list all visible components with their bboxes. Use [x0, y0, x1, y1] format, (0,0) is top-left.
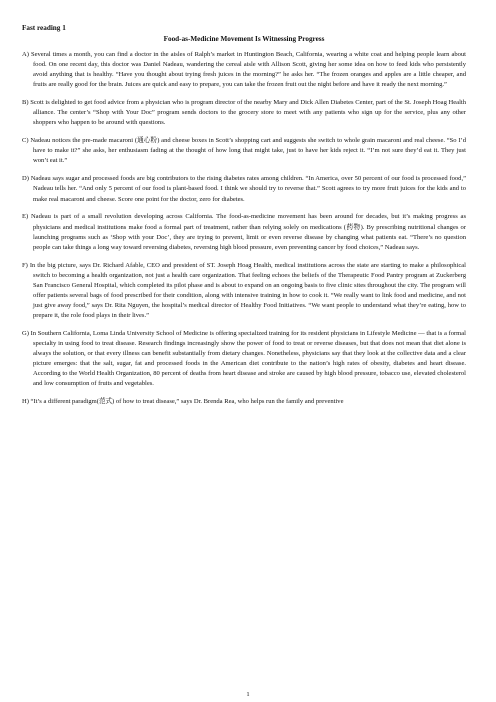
paragraph-a: A) Several times a month, you can find a doctor in the aisles of Ralph’s market in Huntington Beach, California, wearing a white coat and helping people learn about food. On one recent day, this doctor was Daniel Nadeau, wandering the cereal aisle with Allison Scott, giving her some idea on how to feed kids who persistently avoid anything that is healthy. “Have you thought about trying fresh juices in the morning?” he asks her. “The frozen oranges and apples are a little cheaper, and fruits are really good for the brain. Juices are quick and easy to prepare, you can take the frozen fruit out the night before and have it ready the next morning.”	[22, 51, 466, 89]
paragraph-e: E) Nadeau is part of a small revolution developing across California. The food-as-medicine movement has been around for decades, but it’s making progress as physicians and medical institutions make food a formal part of treatment, rather than relying solely on medications (药物). By prescribing nutritional changes or launching programs such as ‘Shop with your Doc’, they are trying to prevent, limit or even reverse disease by changing what patients eat. “There’s no question people can take things a long way toward reversing diabetes, reversing high blood pressure, even preventing cancer by food choices,” Nadeau says.	[22, 213, 466, 251]
section-label: Fast reading 1	[22, 24, 66, 32]
paragraph-d: D) Nadeau says sugar and processed foods are big contributors to the rising diabetes rates among children. “In America, over 50 percent of our food is processed food,” Nadeau tells her. “And only 5 percent of our food is plant-based food. I think we should try to reverse that.” Scott agrees to try more fruit juices for the kids and to make real macaroni and cheese. Score one point for the doctor, zero for diabetes.	[22, 175, 466, 203]
paragraph-c: C) Nadeau notices the pre-made macaroni (通心粉) and cheese boxes in Scott’s shopping cart and suggests she switch to whole grain macaroni and real cheese. “So I’d have to make it?” she asks, her enthusiasm fading at the thought of how long that might take, just to have her kids reject it. “I’m not sure they’d eat it. They just won’t eat it.”	[22, 137, 466, 165]
paragraph-h: H) “It’s a different paradigm(范式) of how to treat disease,” says Dr. Brenda Rea, who helps run the family and preventive	[22, 398, 344, 406]
paragraph-f: F) In the big picture, says Dr. Richard Afable, CEO and president of ST. Joseph Hoag Health, medical institutions across the state are starting to make a philosophical switch to becoming a health organization, not just a health care organization. That feeling echoes the beliefs of the Therapeutic Food Pantry program at Zuckerberg San Francisco General Hospital, which completed its pilot phase and is about to expand on an ongoing basis to five clinic sites throughout the city. The program will offer patients several bags of food prescribed for their condition, along with intensive training in how to cook it. “We really want to link food and medicine, and not just give away food,” says Dr. Rita Nguyen, the hospital’s medical director of Healthy Food Initiatives. “We want people to understand what they’re eating, how to prepare it, the role food plays in their lives.”	[22, 261, 466, 320]
paragraph-g: G) In Southern California, Loma Linda University School of Medicine is offering specialized training for its resident physicians in Lifestyle Medicine — that is a formal specialty in using food to treat disease. Research findings increasingly show the power of food to treat or reverse diseases, but that does not mean that diet alone is always the solution, or that every illness can benefit substantially from dietary changes. Nonetheless, physicians say that they look at the collective data and a clear picture emerges: that the salt, sugar, fat and processed foods in the American diet contribute to the nation’s high rates of obesity, diabetes and heart disease. According to the World Health Organization, 80 percent of deaths from heart disease and stroke are caused by high blood pressure, tobacco use, elevated cholesterol and low consumption of fruits and vegetables.	[22, 329, 466, 388]
page-number: 1	[246, 691, 250, 698]
article-title: Food-as-Medicine Movement Is Witnessing Progress	[163, 35, 325, 43]
article-body	[22, 50, 466, 407]
paragraph-b: B) Scott is delighted to get food advice from a physician who is program director of the nearby Mary and Dick Allen Diabetes Center, part of the St. Joseph Hoag Health alliance. The center’s “Shop with Your Doc” program sends doctors to the grocery store to meet with any patients who sign up for the service, plus any other shoppers who happen to be around with questions.	[22, 99, 466, 127]
